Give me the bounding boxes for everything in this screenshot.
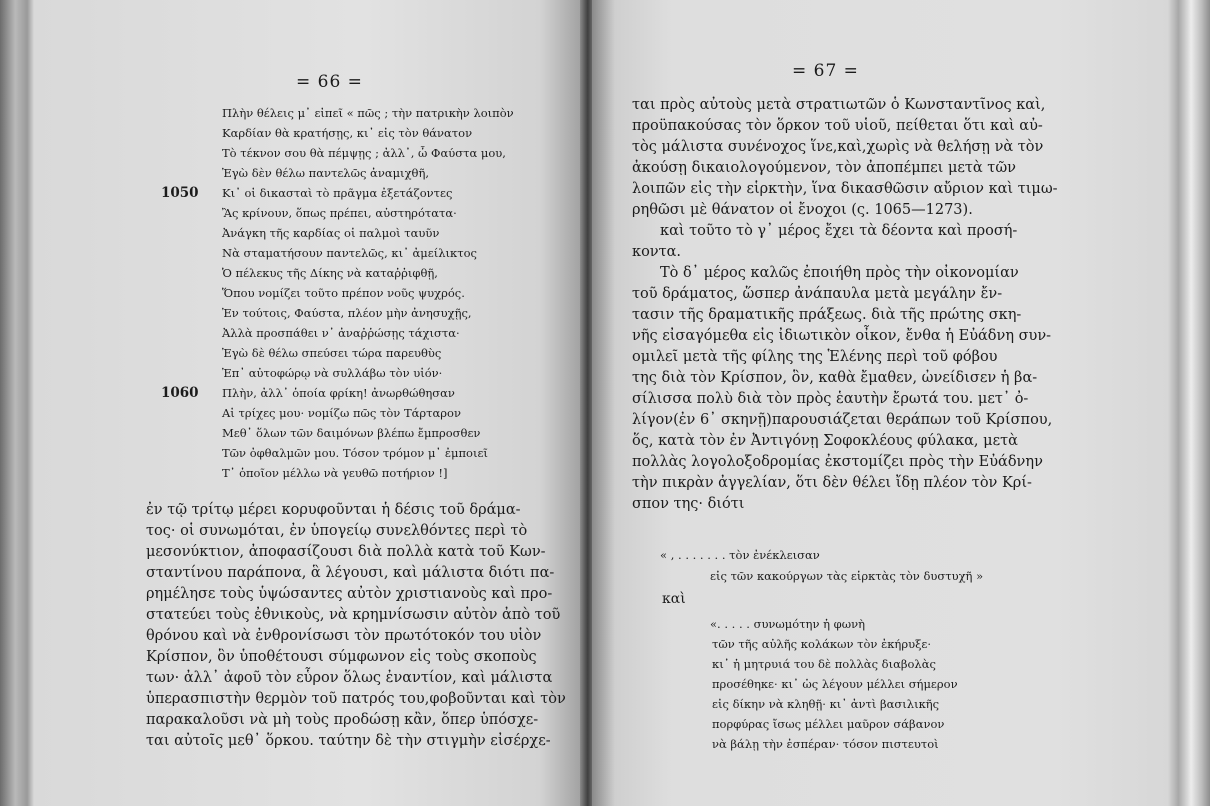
quote-line: εἰς δίκην νὰ κληθῇ· κι᾽ ἀντὶ βασιλικῆς [712,697,940,711]
prose-line: μεσονύκτιον, ἀποφασίζουσι διὰ πολλὰ κατὰ τοῦ Κων- [146,544,546,560]
verse-line: Ἐν τούτοις, Φαύστα, πλέον μὴν ἀνησυχῇς, [222,306,472,320]
quote-line: κι᾽ ἡ μητρυιά του δὲ πολλὰς διαβολὰς [712,657,936,671]
prose-line: τος· οἱ συνωμόται, ἐν ὑπογείῳ συνελθόντες περὶ τὸ [146,523,528,539]
verse-line-number: 1050 [161,185,199,201]
right-page [592,0,1168,806]
quote-line: προσέθηκε· κι᾽ ὡς λέγουν μέλλει σήμερον [712,677,958,691]
verse-line: Καρδίαν θὰ κρατήσῃς, κι᾽ εἰς τὸν θάνατον [222,126,473,140]
verse-line: Ἀνάγκη τῆς καρδίας οἱ παλμοὶ ταυῦν [222,226,440,240]
prose-line: τὸς μάλιστα συνένοχος ἵνε,καὶ,χωρὶς νὰ θελήσῃ νὰ τὸν [632,139,1044,155]
prose-line: ρημέλησε τοὺς ὑψώσαντες αὐτὸν χριστιανοὺς καὶ προ- [146,586,553,602]
verse-line: Τὸ τέκνον σου θὰ πέμψῃς ; ἀλλ᾽, ὦ Φαύστα μου, [222,146,506,160]
quote-line: νὰ βάλῃ τὴν ἐσπέραν· τόσον πιστευτοὶ [712,737,939,751]
prose-line: ὑπερασπιστὴν θερμὸν τοῦ πατρός του,φοβοῦνται καὶ τὸν [146,691,566,707]
prose-line: προϋπακούσας τὸν ὅρκον τοῦ υἱοῦ, πείθεται ὅτι καὶ αὐ- [632,118,1043,134]
prose-line: Τὸ δ᾽ μέρος καλῶς ἐποιήθη πρὸς τὴν οἰκονομίαν [660,265,1019,281]
verse-line: Τῶν ὀφθαλμῶν μου. Τόσον τρόμον μ᾽ ἐμποιεῖ [222,446,488,460]
prose-line: ἐν τῷ τρίτῳ μέρει κορυφοῦνται ἡ δέσις τοῦ δράμα- [146,502,521,518]
prose-line: στατεύει τοὺς ἐθνικοὺς, νὰ κρημνίσωσιν αὐτὸν ἀπὸ τοῦ [146,607,561,623]
prose-line: κοντα. [632,244,682,260]
prose-line: της διὰ τὸν Κρίσπον, ὃν, καθὰ ἔμαθεν, ὠνείδισεν ἡ βα- [632,370,1038,386]
prose-line: νῆς εἰσαγόμεθα εἰς ἰδιωτικὸν οἶκον, ἔνθα ἡ Εὐάδνη συν- [632,328,1052,344]
page-number: = 66 = [296,72,363,92]
prose-line: καὶ τοῦτο τὸ γ᾽ μέρος ἔχει τὰ δέοντα καὶ προσή- [660,223,1018,239]
quote-line: τῶν τῆς αὐλῆς κολάκων τὸν ἐκήρυξε· [712,637,932,651]
prose-line: τοῦ δράματος, ὥσπερ ἀνάπαυλα μετὰ μεγάλην ἔν- [632,286,1003,302]
prose-line: σίλισσα πολὺ διὰ τὸν πρὸς ἑαυτὴν ἔρωτά του. μετ᾽ ὀ- [632,391,1029,407]
page-number: = 67 = [792,61,859,81]
prose-line: ομιλεῖ μετὰ τῆς φίλης της Ἑλένης περὶ τοῦ φόβου [632,349,998,365]
verse-line: Ὁ πέλεκυς τῆς Δίκης νὰ καταῤῥιφθῇ, [222,266,438,280]
prose-line: τὴν πικρὰν ἀγγελίαν, ὅτι δὲν θέλει ἴδῃ πλέον τὸν Κρί- [632,475,1032,491]
prose-line: θρόνου καὶ νὰ ἐνθρονίσωσι τὸν πρωτότοκόν του υἱὸν [146,628,542,644]
left-page [34,0,584,806]
verse-line: Πλὴν, ἀλλ᾽ ὁποία φρίκη! ἀνωρθώθησαν [222,386,455,400]
quote-line: «. . . . . συνωμότην ἡ φωνὴ [710,617,865,631]
verse-line: Νὰ σταματήσουν παντελῶς, κι᾽ ἀμείλικτος [222,246,477,260]
prose-line: ἀκούσῃ δικαιολογούμενον, τὸν ἀποπέμπει μετὰ τῶν [632,160,1016,176]
prose-line: λοιπῶν εἰς τὴν εἱρκτὴν, ἵνα δικασθῶσιν αὔριον καὶ τιμω- [632,181,1058,197]
verse-line: Ἐγὼ δὲ θέλω σπεύσει τώρα παρευθὺς [222,346,442,360]
prose-line: Κρίσπον, ὃν ὑποθέτουσι σύμφωνον εἰς τοὺς σκοποὺς [146,649,537,665]
prose-line: σταντίνου παράπονα, ἃ λέγουσι, καὶ μάλιστα διότι πα- [146,565,555,581]
verse-line: Κι᾽ οἱ δικασταὶ τὸ πρᾶγμα ἐξετάζοντες [222,186,453,200]
quote-line: εἰς τῶν κακούργων τὰς εἱρκτὰς τὸν δυστυχῆ » [710,569,984,583]
prose-line: ρηθῶσι μὲ θάνατον οἱ ἔνοχοι (ς. 1065—1273). [632,202,973,218]
verse-line: Αἱ τρίχες μου· νομίζω πῶς τὸν Τάρταρον [222,406,461,420]
prose-line: παρακαλοῦσι νὰ μὴ τοὺς προδώσῃ κἂν, ὅπερ ὑπόσχε- [146,712,539,728]
verse-line: Ἂς κρίνουν, ὅπως πρέπει, αὐστηρότατα· [222,206,457,220]
prose-line: ται αὐτοῖς μεθ᾽ ὅρκου. ταύτην δὲ τὴν στιγμὴν εἰσέρχε- [146,733,551,749]
prose-line: τασιν τῆς δραματικῆς πράξεως. διὰ τῆς πρώτης σκη- [632,307,1022,323]
prose-line: πολλὰς λογολοξοδρομίας ἐκστομίζει πρὸς τὴν Εὐάδνην [632,454,1043,470]
left-page-edges [0,0,34,806]
prose-line: των· ἀλλ᾽ ἀφοῦ τὸν εὗρον ὅλως ἐναντίον, καὶ μάλιστα [146,670,553,686]
conjunction-text: καὶ [662,591,686,607]
verse-line: Ἀλλὰ προσπάθει ν᾽ ἀναῤῥώσῃς τάχιστα· [222,326,460,340]
right-page-edges [1168,0,1210,806]
verse-line: Μεθ᾽ ὅλων τῶν δαιμόνων βλέπω ἔμπροσθεν [222,426,481,440]
quote-line: πορφύρας ἴσως μέλλει μαῦρον σάβανον [712,717,945,731]
quote-line: « , . . . . . . . τὸν ἐνέκλεισαν [660,548,820,562]
prose-line: ται πρὸς αὐτοὺς μετὰ στρατιωτῶν ὁ Κωνσταντῖνος καὶ, [632,97,1046,113]
prose-line: σπον της· διότι [632,496,745,512]
verse-line: Ἐπ᾽ αὐτοφώρῳ νὰ συλλάβω τὸν υἱόν· [222,366,443,380]
verse-line: Ἐγὼ δὲν θέλω παντελῶς ἀναμιχθῆ, [222,166,429,180]
verse-line-number: 1060 [161,385,199,401]
prose-line: ὅς, κατὰ τὸν ἐν Ἀντιγόνῃ Σοφοκλέους φύλακα, μετὰ [632,433,1018,449]
prose-line: λίγον(ἐν 6᾽ σκηνῇ)παρουσιάζεται θεράπων τοῦ Κρίσπου, [632,412,1053,428]
verse-line: Πλὴν θέλεις μ᾽ εἰπεῖ « πῶς ; τὴν πατρικὴν λοιπὸν [222,106,514,120]
verse-line: Ὅπου νομίζει τοῦτο πρέπον νοῦς ψυχρός. [222,286,465,300]
verse-line: Τ᾽ ὁποῖον μέλλω νὰ γευθῶ ποτήριον !] [222,466,448,480]
